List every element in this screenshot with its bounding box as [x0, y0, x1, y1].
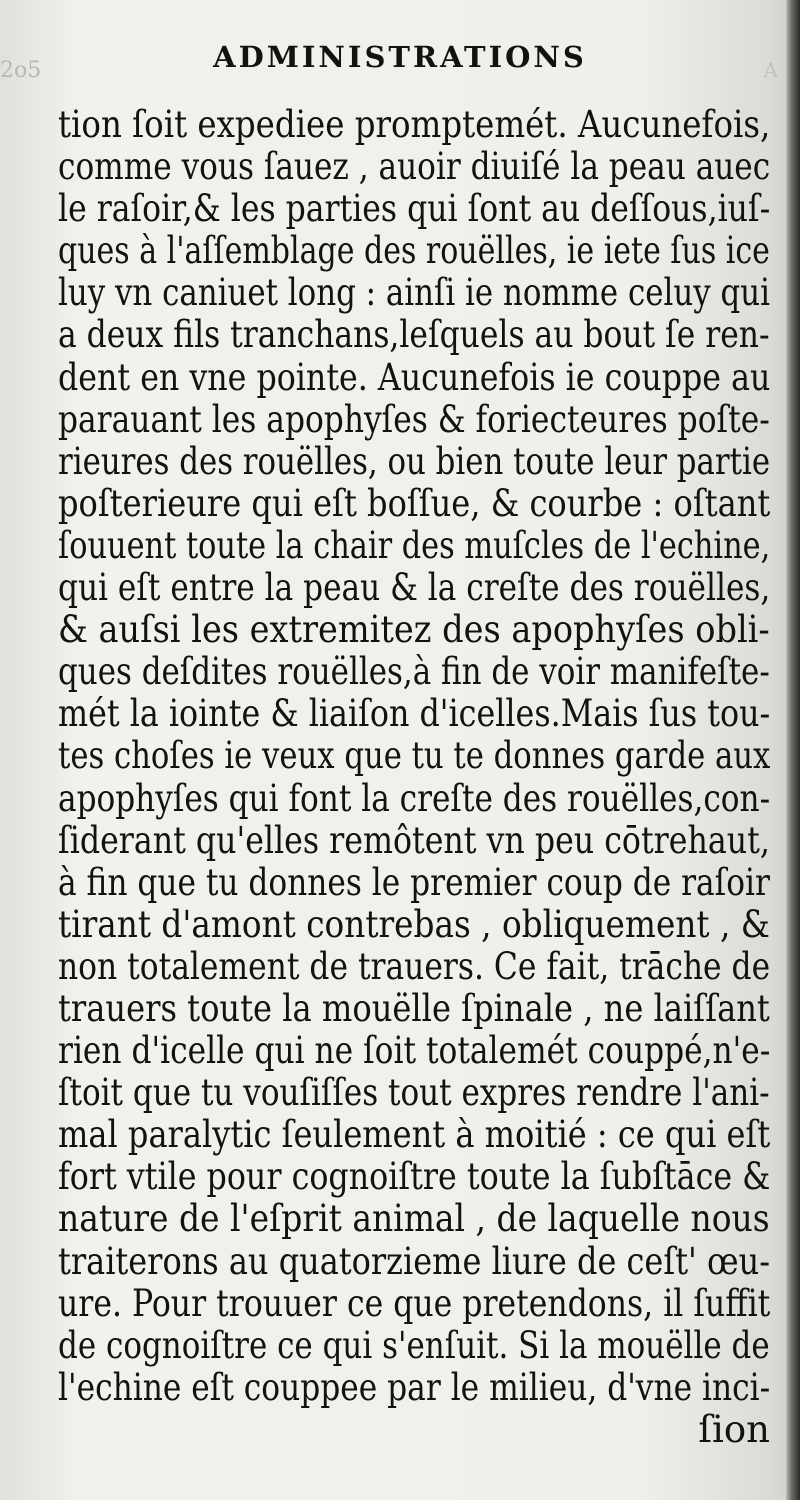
text-line: rien d'icelle qui ne ſoit totalemét couppé,n'e-	[58, 1029, 771, 1073]
text-line: tes choſes ie veux que tu te donnes garde aux	[58, 734, 771, 778]
text-line: nature de l'eſprit animal , de laquelle nous	[58, 1197, 770, 1241]
text-line: mét la iointe & liaiſon d'icelles.Mais ſus tou-	[58, 692, 771, 736]
text-line: & auſsi les extremitez des apophyſes obli-	[58, 608, 770, 652]
text-line: à fin que tu donnes le premier coup de raſoir	[58, 860, 770, 904]
text-line: ques à l'aſſemblage des rouëlles, ie iete ſus ice	[58, 229, 770, 273]
catchword: ſion	[698, 1407, 770, 1451]
text-line: mal paralytic ſeulement à moitié : ce qui eſt	[58, 1113, 771, 1157]
text-line: parauant les apophyſes & foriecteures poſte-	[58, 397, 770, 441]
text-line: ſtoit que tu vouſiſſes tout expres rendre l'ani-	[58, 1071, 770, 1115]
page-edge-shadow	[786, 0, 800, 1500]
text-line: trauers toute la mouëlle ſpinale , ne laiſſant	[58, 986, 770, 1030]
text-line: comme vous ſauez , auoir diuiſé la peau auec	[58, 145, 771, 189]
text-line: dent en vne pointe. Aucunefois ie couppe au	[58, 355, 771, 399]
text-line: poſterieure qui eſt boſſue, & courbe : oſtant	[58, 481, 771, 525]
text-line: ſiderant qu'elles remôtent vn peu cōtrehaut,	[58, 818, 770, 862]
text-line: luy vn caniuet long : ainſi ie nomme celuy qui	[58, 271, 770, 315]
body-text	[58, 104, 770, 1451]
text-line: tion ſoit expediee promptemét. Aucunefois,	[58, 103, 771, 146]
text-line: ques deſdites rouëlles,à fin de voir manifeſte-	[58, 650, 770, 694]
text-line: le raſoir,& les parties qui ſont au deſſous,iuſ-	[58, 187, 771, 231]
text-line: apophyſes qui font la creſte des rouëlles,con-	[58, 776, 771, 820]
text-line: ure. Pour trouuer ce que pretendons, il ſuffit	[58, 1281, 771, 1325]
text-line: fort vtile pour cognoiſtre toute la ſubſtāce &	[58, 1155, 771, 1199]
bleed-through-text-left: 2o5	[0, 58, 42, 83]
text-line: rieures des rouëlles, ou bien toute leur partie	[58, 439, 771, 483]
text-line: qui eſt entre la peau & la creſte des rouëlles,	[58, 566, 771, 610]
text-line: traiterons au quatorzieme liure de ceſt' œu-	[58, 1239, 770, 1283]
text-line: ſouuent toute la chair des muſcles de l'echine,	[58, 523, 771, 567]
text-line: de cognoiſtre ce qui s'enſuit. Si la mouëlle de	[58, 1323, 770, 1367]
text-line: tirant d'amont contrebas , obliquement , &	[58, 902, 770, 946]
text-line: l'echine eſt couppee par le milieu, d'vne inci-	[58, 1365, 771, 1409]
bleed-through-text-right: A	[763, 58, 778, 82]
text-line: a deux fils tranchans,leſquels au bout ſe ren-	[58, 313, 770, 357]
text-line: non totalement de trauers. Ce fait, trāche de	[58, 944, 771, 988]
running-head: ADMINISTRATIONS	[213, 40, 587, 74]
